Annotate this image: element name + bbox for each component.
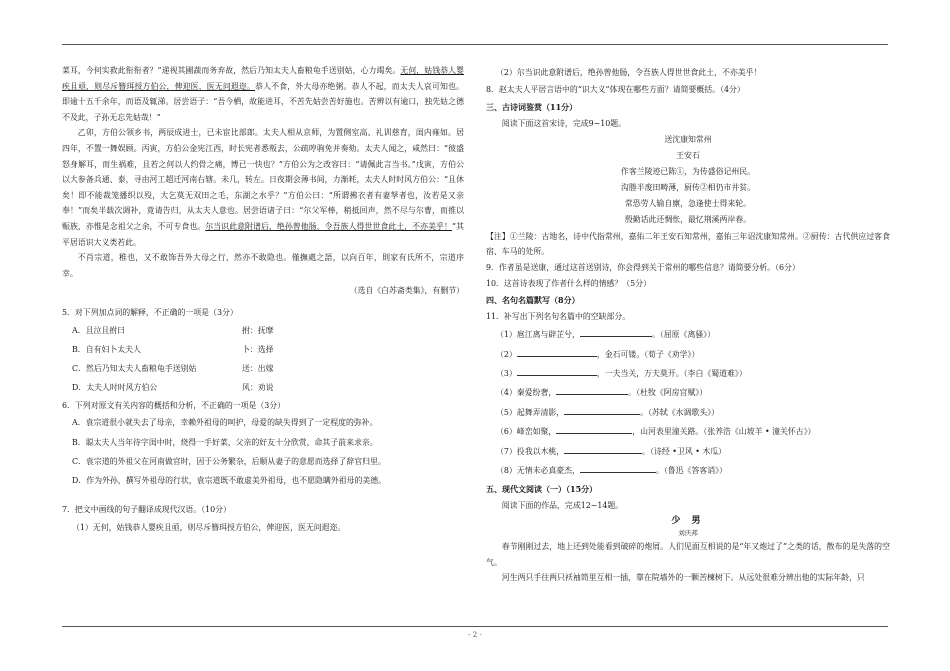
question-5-option-b[interactable]: B．自有妇卜太夫人 卜：选择 (72, 344, 274, 354)
answer-blank[interactable] (564, 406, 640, 415)
question-9: 9．作者虽是送康，通过这首送别诗，你会得到关于常州的哪些信息？请简要分析。（6分） (486, 262, 800, 272)
question-6-option-d[interactable]: D．作为外孙，撰写外祖母的行状，袁宗道既不敢虚美外祖母，也不愿隐瞒外祖母的美德。 (72, 475, 387, 485)
story-title: 少 男 (671, 516, 705, 527)
poem-author: 王安石 (676, 150, 700, 160)
section-4-heading: 四、名句名篇默写（8分） (486, 295, 580, 306)
poem-line-2: 沟塍半废田畴薄，厨传②相仍市井贫。 (620, 183, 756, 192)
question-7-item-1: （1）无何，姑钱恭人婴疾且亟，则尽斥簪珥授方伯公，俾迎医，医无问遐迩。 (72, 522, 346, 532)
section-5-intro: 阅读下面的作品，完成12~14题。 (501, 501, 624, 511)
answer-blank[interactable] (517, 367, 597, 376)
question-5-option-a[interactable]: A．且泣且拊曰 拊：抚摩 (72, 325, 274, 335)
answer-blank[interactable] (564, 445, 642, 454)
question-5-stem: 5．对下列加点词的解释，不正确的一项是（3分） (62, 307, 238, 317)
question-8: 8．赵太夫人平居言语中的“识大义”体现在哪些方面？请简要概括。（4分） (486, 85, 745, 95)
fill-item-6: （6）峰峦如聚， ，山河表里潼关路。（张养浩《山坡羊 • 潼关怀古》） (496, 427, 816, 437)
passage-source: （选自《白苏斋类集》，有删节） (349, 286, 464, 296)
section-5-heading: 五、现代文阅读（一）（15分） (486, 484, 598, 495)
section-3-heading: 三、古诗词鉴赏（11分） (486, 102, 578, 112)
passage-paragraph-3: 不肖宗道，稚也，又不敢饰吾外大母之行，然亦不敢隐也。僅撫處之語，以向百年，則家有氏所不，宗道序幸。 (62, 253, 464, 278)
fill-item-3: （3） ，一夫当关，万夫莫开。（李白《蜀道难》） (496, 369, 747, 378)
question-6-option-b[interactable]: B．聪太夫人当年待字闺中时，烧得一手好菜，父亲的好友十分欣赏，命其子前来求亲。 (72, 437, 378, 447)
fill-item-1: （1）扈江离与辟芷兮， 。（屈原《离骚》） (496, 330, 716, 340)
answer-blank[interactable] (517, 348, 597, 357)
story-author: 刘庆邦 (678, 529, 698, 538)
section-3-intro: 阅读下面这首宋诗，完成9~10题。 (501, 119, 627, 128)
footer-rule (62, 626, 888, 627)
passage-paragraph-2: 乙卯，方伯公领乡书，两辰成进士，已未宦比部郎。太夫人相从京师，为置侧室高、礼训慈育，闺内雍如。居四年，不置一舞娱顾。丙寅，方伯公金宪江西，时长宪者悉叛去，公疏哼驹免并奏劾。太夫人闻之，咸然曰：“彼盛怒身解耳，而生祸难，且若之何以人约骨之痛，博已一快也？”方伯公为之改容曰：“请佩此言当书。”戊寅，方伯公以大参备兵通、泰，寻由河工超迁河南右辖。未几，转左。日夜期会薄书间，力渐耗，太夫人时时风方伯公：“且休矣！即不能裁笼播织以殁，大乞莫无双田之毛，东湖之水乎？”方伯公曰：“所谓拂衣者有妻孥者也，汝若是又亲奉！”而矣半载次调补，竟请告归，从太夫人意也。居尝语诸子曰：“尔父军棒，稍抵回声，然不尽与尔曹，而推以赈族，亦惟是念祖父之余，不可专食也。尔当识此意附谱后，绝孙曾他肠，令吾族人得世世食此土，不亦美乎！”其平居语识大义类若此。 (62, 128, 464, 247)
fill-item-4: （4）秦爱纷奢， 。（杜牧《阿房宫赋》） (496, 388, 708, 398)
answer-blank[interactable] (556, 425, 632, 434)
question-5-option-d[interactable]: D．太夫人时时风方伯公 风：劝说 (72, 383, 274, 393)
question-10: 10．这首诗表现了作者什么样的情感？（5分） (486, 278, 651, 288)
question-6-option-c[interactable]: C．袁宗道的外祖父在河南做官时，因于公务繁杂，后顺从妻子的意愿而选择了辞官归里。 (72, 456, 386, 466)
fill-item-5: （5）起舞弄清影， 。（苏轼《水调歌头》） (496, 407, 720, 417)
answer-blank[interactable] (580, 328, 652, 337)
underlined-sentence-1: 无何，姑钱恭人婴疾且亟，则尽斥簪珥授方伯公，俾迎医，医无问遐迩。 (62, 66, 464, 91)
question-11: 11．补写出下列名句名篇中的空缺部分。 (486, 312, 631, 322)
left-column (62, 63, 464, 537)
page-number: - 2 - (468, 631, 482, 639)
question-6-stem: 6．下列对原文有关内容的概括和分析，不正确的一项是（3分） (62, 400, 286, 410)
poem-line-3: 常恐劳人输自廪，急逢使士得来轮。 (624, 199, 752, 209)
story-paragraph-1: 春节刚刚过去，地上还到处能看到破碎的炮屑。人们见面互相说的是“年又炮过了”之类的话，散布的是失落的空气。 (486, 542, 890, 567)
question-6-option-a[interactable]: A．袁宗道很小就失去了母亲，幸赖外祖母的呵护，母爱的缺失得到了一定程度的弥补。 (72, 418, 378, 428)
poem-line-1: 作客兰陵迹已陈①，为传盛俗记州民。 (620, 166, 756, 176)
answer-blank[interactable] (580, 464, 656, 473)
poem-title: 送沈康知常州 (664, 134, 712, 144)
question-5-option-c[interactable]: C．然后乃知太夫人畜粮龟手送别姑 送：出嫁 (72, 364, 274, 374)
answer-blank[interactable] (556, 386, 628, 395)
fill-item-2: （2） ，金石可镂。（荀子《劝学》） (496, 349, 700, 359)
poem-line-4: 殷勤话此还惆怅，最忆荆溪两岸春。 (624, 215, 752, 225)
fill-item-8: （8）无情未必真豪杰， 。（鲁迅《答客诮》） (496, 466, 727, 476)
story-paragraph-2: 河生两只手往两只袄袖筒里互相一插，靠在院墙外的一颗苦楝树下。从远处很难分辨出他的实际年龄，只 (501, 573, 865, 583)
underlined-sentence-2: 尔当识此意附谱后，绝孙曾他肠，令吾族人得世世食此土，不亦美乎！ (205, 221, 452, 231)
header-rule (62, 44, 888, 45)
question-7-stem: 7．把文中画线的句子翻译成现代汉语。（10分） (62, 505, 231, 515)
question-7-item-2: （2）尔当识此意附谱后，绝孙曾他肠，令吾族人得世世食此土，不亦美乎！ (496, 68, 762, 77)
right-column (486, 63, 890, 586)
fill-item-7: （7）投我以木桃， 。（诗经 •卫风 • 木瓜） (496, 446, 727, 456)
passage-paragraph-1: 菜耳，今何实救此衔衔者？”递视其圃蔬而务弃故，然后乃知太夫人畜粮龟手送别姑，心力竭矣。无何，姑钱恭人婴疾且亟，则尽斥簪珥授方伯公，俾迎医，医无问遐迩。恭人不食，外大母亦绝粥。恭人不起，而太夫人哀可知也。即逾十五千余年，而语及辄涕。居尝语子：“吾今栖，故能进耳，不苦先姑尝苦好施也。苦辨以有逾口，独先姑之德不及此，子孙无忘先姑哉！” (62, 66, 464, 122)
poem-note: 【注】①兰陵：古地名，诗中代指常州，嘉佑二年王安石知常州，嘉佑三年诏沈康知常州。②厨传：古代供应过客食宿、车马的处所。 (486, 231, 890, 257)
